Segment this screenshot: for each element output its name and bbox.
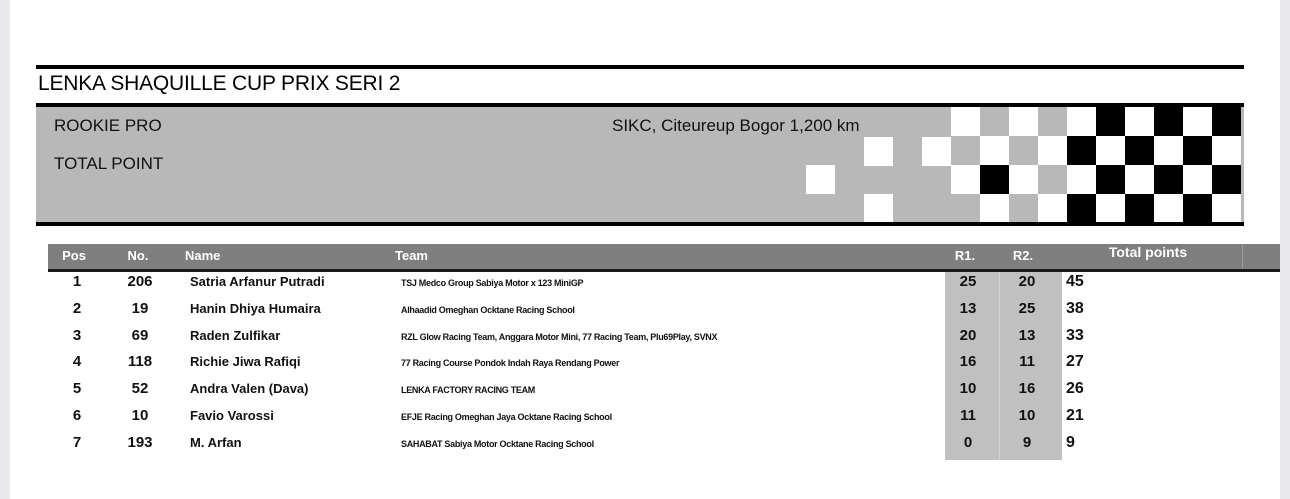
name-cell: M. Arfan bbox=[190, 434, 242, 450]
checker-cell bbox=[864, 137, 893, 166]
checker-cell bbox=[1067, 136, 1096, 165]
checker-cell bbox=[1154, 165, 1183, 194]
r1-cell: 25 bbox=[959, 273, 977, 290]
number-cell: 118 bbox=[127, 353, 153, 371]
checker-cell bbox=[1009, 194, 1038, 222]
checker-cell bbox=[980, 194, 1009, 222]
checker-cell bbox=[1009, 136, 1038, 165]
checker-cell bbox=[1183, 194, 1212, 222]
number-cell: 206 bbox=[127, 273, 153, 290]
pos-cell: 1 bbox=[72, 273, 82, 290]
r2-cell: 25 bbox=[1018, 299, 1036, 317]
number-cell: 193 bbox=[127, 433, 153, 451]
header-team: Team bbox=[395, 248, 428, 263]
checker-cell bbox=[1125, 194, 1154, 222]
checker-cell bbox=[1096, 194, 1125, 222]
total-cell: 9 bbox=[1066, 433, 1075, 451]
checker-cell bbox=[1154, 107, 1183, 136]
table-row bbox=[0, 433, 1290, 460]
checker-cell bbox=[1067, 107, 1096, 136]
checker-cell bbox=[980, 136, 1009, 165]
checker-cell bbox=[1212, 165, 1241, 194]
table-row bbox=[0, 352, 1290, 379]
name-cell: Raden Zulfikar bbox=[190, 327, 281, 343]
checkered-flag-graphic bbox=[36, 107, 1244, 222]
checker-cell bbox=[1154, 194, 1183, 222]
checker-cell bbox=[980, 165, 1009, 194]
total-cell: 21 bbox=[1066, 407, 1084, 424]
name-cell: Favio Varossi bbox=[190, 408, 274, 423]
checker-cell bbox=[1038, 136, 1067, 165]
table-row bbox=[0, 272, 1290, 299]
r1-cell: 13 bbox=[959, 299, 977, 317]
checker-cell bbox=[1212, 136, 1241, 165]
pos-cell: 6 bbox=[72, 407, 82, 424]
checker-cell bbox=[1096, 107, 1125, 136]
team-cell: TSJ Medco Group Sabiya Motor x 123 MiniGP bbox=[401, 278, 584, 288]
checker-cell bbox=[1038, 165, 1067, 194]
header-no: No. bbox=[127, 248, 149, 263]
checker-cell bbox=[1038, 194, 1067, 222]
total-cell: 33 bbox=[1066, 326, 1084, 344]
header-pos: Pos bbox=[62, 248, 86, 263]
name-cell: Satria Arfanur Putradi bbox=[190, 274, 325, 289]
team-cell: LENKA FACTORY RACING TEAM bbox=[401, 385, 536, 396]
checker-cell bbox=[806, 165, 835, 194]
r1-cell: 0 bbox=[963, 433, 973, 451]
header-total: Total points bbox=[1108, 244, 1188, 260]
team-cell: SAHABAT Sabiya Motor Ocktane Racing School bbox=[401, 438, 594, 449]
r1-cell: 11 bbox=[960, 407, 976, 424]
checker-cell bbox=[1067, 165, 1096, 194]
checker-cell bbox=[1067, 194, 1096, 222]
r2-cell: 11 bbox=[1019, 353, 1035, 371]
pos-cell: 3 bbox=[72, 326, 82, 344]
team-cell: 77 Racing Course Pondok Indah Raya Rendang Power bbox=[401, 358, 620, 369]
info-band bbox=[36, 107, 1244, 222]
checker-cell bbox=[922, 137, 951, 166]
r2-cell: 13 bbox=[1018, 326, 1036, 344]
checker-cell bbox=[951, 194, 980, 222]
table-row bbox=[0, 379, 1290, 406]
checker-cell bbox=[951, 107, 980, 136]
table-row bbox=[0, 299, 1290, 326]
pos-cell: 5 bbox=[72, 380, 82, 398]
checker-cell bbox=[1183, 165, 1212, 194]
r2-cell: 9 bbox=[1022, 433, 1032, 451]
checker-cell bbox=[1125, 107, 1154, 136]
r1-cell: 16 bbox=[959, 353, 977, 371]
table-row bbox=[0, 406, 1290, 433]
total-point-label: TOTAL POINT bbox=[54, 154, 164, 173]
checker-cell bbox=[1038, 107, 1067, 136]
checker-cell bbox=[1009, 107, 1038, 136]
checker-cell bbox=[1183, 136, 1212, 165]
team-cell: Alhaadid Omeghan Ocktane Racing School bbox=[401, 304, 575, 315]
pos-cell: 7 bbox=[72, 433, 82, 451]
name-cell: Richie Jiwa Rafiqi bbox=[190, 354, 301, 370]
header-r2: R2. bbox=[1012, 248, 1034, 263]
total-cell: 27 bbox=[1066, 353, 1084, 371]
table-row bbox=[0, 326, 1290, 353]
checker-cell bbox=[1212, 107, 1241, 136]
checker-cell bbox=[864, 194, 893, 222]
checker-cell bbox=[1154, 136, 1183, 165]
r2-cell: 16 bbox=[1018, 380, 1036, 398]
name-cell: Hanin Dhiya Humaira bbox=[190, 300, 321, 316]
total-cell: 38 bbox=[1066, 299, 1084, 317]
top-rule bbox=[36, 65, 1244, 69]
team-cell: RZL Glow Racing Team, Anggara Motor Mini, 77 Racing Team, Plu69Play, SVNX bbox=[401, 331, 718, 342]
pos-cell: 4 bbox=[72, 353, 82, 371]
checker-cell bbox=[1212, 194, 1241, 222]
number-cell: 19 bbox=[131, 299, 149, 317]
r2-cell: 20 bbox=[1018, 273, 1036, 290]
pos-cell: 2 bbox=[72, 299, 82, 317]
header-separator bbox=[1242, 244, 1243, 269]
header-r1: R1. bbox=[954, 248, 976, 263]
name-cell: Andra Valen (Dava) bbox=[190, 381, 309, 397]
r1-cell: 20 bbox=[959, 326, 977, 344]
checker-cell bbox=[951, 136, 980, 165]
total-cell: 45 bbox=[1066, 273, 1084, 290]
checker-cell bbox=[1183, 107, 1212, 136]
r1-cell: 10 bbox=[959, 380, 977, 398]
checker-cell bbox=[1125, 136, 1154, 165]
checker-cell bbox=[1125, 165, 1154, 194]
category-label: ROOKIE PRO bbox=[54, 116, 162, 135]
checker-cell bbox=[951, 165, 980, 194]
number-cell: 52 bbox=[131, 380, 149, 398]
number-cell: 10 bbox=[131, 407, 149, 424]
table-header bbox=[48, 244, 1280, 269]
r2-cell: 10 bbox=[1018, 407, 1036, 424]
number-cell: 69 bbox=[131, 326, 149, 344]
checker-cell bbox=[1096, 165, 1125, 194]
band-bottom-rule bbox=[36, 222, 1244, 226]
header-name: Name bbox=[185, 248, 221, 263]
event-title: LENKA SHAQUILLE CUP PRIX SERI 2 bbox=[38, 72, 401, 95]
team-cell: EFJE Racing Omeghan Jaya Ocktane Racing School bbox=[401, 412, 612, 422]
checker-cell bbox=[1009, 165, 1038, 194]
venue-label: SIKC, Citeureup Bogor 1,200 km bbox=[612, 116, 860, 135]
checker-cell bbox=[1096, 136, 1125, 165]
total-cell: 26 bbox=[1066, 380, 1084, 398]
checker-cell bbox=[980, 107, 1009, 136]
